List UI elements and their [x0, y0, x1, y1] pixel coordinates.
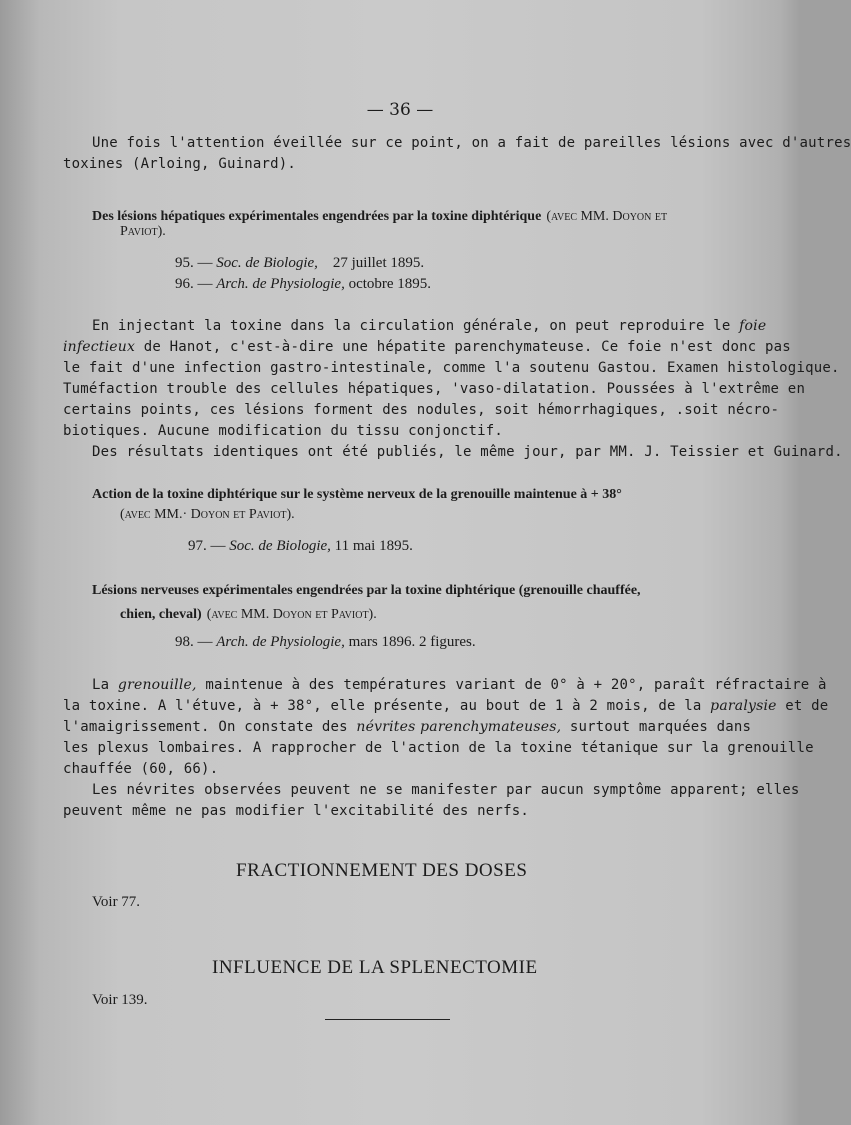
- term-foie: foie: [739, 318, 767, 334]
- section1-body-line-2: [63, 339, 791, 355]
- reference-98-date: mars 1896. 2 figures.: [348, 634, 476, 650]
- reference-95-journal: Soc. de Biologie,: [216, 255, 318, 271]
- heading-fractionnement: FRACTIONNEMENT DES DOSES: [236, 860, 528, 881]
- reference-97-journal: Soc. de Biologie,: [229, 538, 331, 554]
- closing-rule: [325, 1019, 450, 1020]
- section3-title: Lésions nerveuses expérimentales engendrées par la toxine diphtérique (grenouille chauffée,: [92, 583, 641, 598]
- reference-96: 96. — Arch. de Physiologie, octobre 1895.: [175, 276, 432, 292]
- section1-body-line-5: certains points, ces lésions forment des nodules, soit hémorrhagiques, .soit nécro-: [63, 402, 780, 418]
- section3-title-bold: chien, cheval): [120, 607, 202, 622]
- section3-body-text: surtout marquées dans: [569, 719, 752, 735]
- section3-body-line-4: les plexus lombaires. A rapprocher de l'action de la toxine tétanique sur la grenouille: [63, 740, 814, 756]
- section3-body-text: maintenue à des températures variant de 0° à + 20°, paraît réfractaire à: [205, 677, 827, 693]
- section3-body-line-6: Les névrites observées peuvent ne se manifester par aucun symptôme apparent; elles: [92, 782, 800, 798]
- section1-body-line-1: [92, 318, 766, 334]
- section2-title: Action de la toxine diphtérique sur le système nerveux de la grenouille maintenue à + 38°: [92, 487, 622, 502]
- section3-body-line-5: chauffée (60, 66).: [63, 761, 219, 777]
- section1-body-line-3: le fait d'une infection gastro-intestinale, comme l'a soutenu Gastou. Examen histologique.: [63, 360, 840, 376]
- term-nevrites: névrites parenchymateuses,: [356, 719, 562, 735]
- voir-139: Voir 139.: [92, 992, 148, 1008]
- section1-body-line-7: Des résultats identiques ont été publiés, le même jour, par MM. J. Teissier et Guinard.: [92, 444, 843, 460]
- reference-97: 97. — Soc. de Biologie, 11 mai 1895.: [188, 538, 413, 554]
- section1-title-bold: Des lésions hépatiques expérimentales engendrées par la toxine diphtérique: [92, 209, 542, 224]
- reference-96-date: octobre 1895.: [348, 276, 432, 292]
- reference-95-number: 95.: [175, 255, 194, 271]
- section3-title-line2: [120, 603, 377, 623]
- reference-97-date: 11 mai 1895.: [334, 538, 413, 554]
- section1-body-text: En injectant la toxine dans la circulation générale, on peut reproduire le: [92, 318, 731, 334]
- reference-98-journal: Arch. de Physiologie,: [216, 634, 345, 650]
- heading-splenectomie: INFLUENCE DE LA SPLENECTOMIE: [212, 957, 538, 978]
- section1-title-line2: Paviot).: [120, 224, 166, 239]
- reference-95-date: 27 juillet 1895.: [332, 255, 425, 271]
- reference-96-journal: Arch. de Physiologie,: [216, 276, 345, 292]
- reference-98-number: 98.: [175, 634, 194, 650]
- section1-title: [92, 205, 667, 225]
- section1-title-rest: (avec MM. Doyon et: [546, 209, 668, 224]
- term-infectieux: infectieux: [63, 339, 136, 355]
- section3-body-text: La: [92, 677, 110, 693]
- reference-98: 98. — Arch. de Physiologie, mars 1896. 2 figures.: [175, 634, 476, 650]
- term-grenouille: grenouille,: [117, 677, 197, 693]
- section1-body-text: de Hanot, c'est-à-dire une hépatite parenchymateuse. Ce foie n'est donc pas: [143, 339, 791, 355]
- reference-95: 95. — Soc. de Biologie, 27 juillet 1895.: [175, 255, 425, 271]
- section1-body-line-6: biotiques. Aucune modification du tissu conjonctif.: [63, 423, 504, 439]
- intro-line-1: Une fois l'attention éveillée sur ce point, on a fait de pareilles lésions avec d'autres: [92, 135, 851, 151]
- section3-title-rest: (avec MM. Doyon et Paviot).: [206, 607, 377, 622]
- section3-body-line-7: peuvent même ne pas modifier l'excitabilité des nerfs.: [63, 803, 529, 819]
- section3-body-text: la toxine. A l'étuve, à + 38°, elle présente, au bout de 1 à 2 mois, de la: [63, 698, 702, 714]
- voir-77: Voir 77.: [92, 894, 141, 910]
- reference-96-number: 96.: [175, 276, 194, 292]
- section3-body-line-2: [63, 698, 828, 714]
- section3-body-line-3: [63, 719, 751, 735]
- intro-line-2: toxines (Arloing, Guinard).: [63, 156, 296, 172]
- term-paralysie: paralysie: [710, 698, 777, 714]
- section3-body-text: l'amaigrissement. On constate des: [63, 719, 348, 735]
- section3-body-line-1: [92, 677, 827, 693]
- section2-title-line2: (avec MM.· Doyon et Paviot).: [120, 507, 295, 522]
- section1-body-line-4: Tuméfaction trouble des cellules hépatiques, 'vaso-dilatation. Poussées à l'extrême en: [63, 381, 806, 397]
- reference-97-number: 97.: [188, 538, 207, 554]
- page-number: — 36 —: [366, 100, 434, 120]
- section3-body-text: et de: [785, 698, 829, 714]
